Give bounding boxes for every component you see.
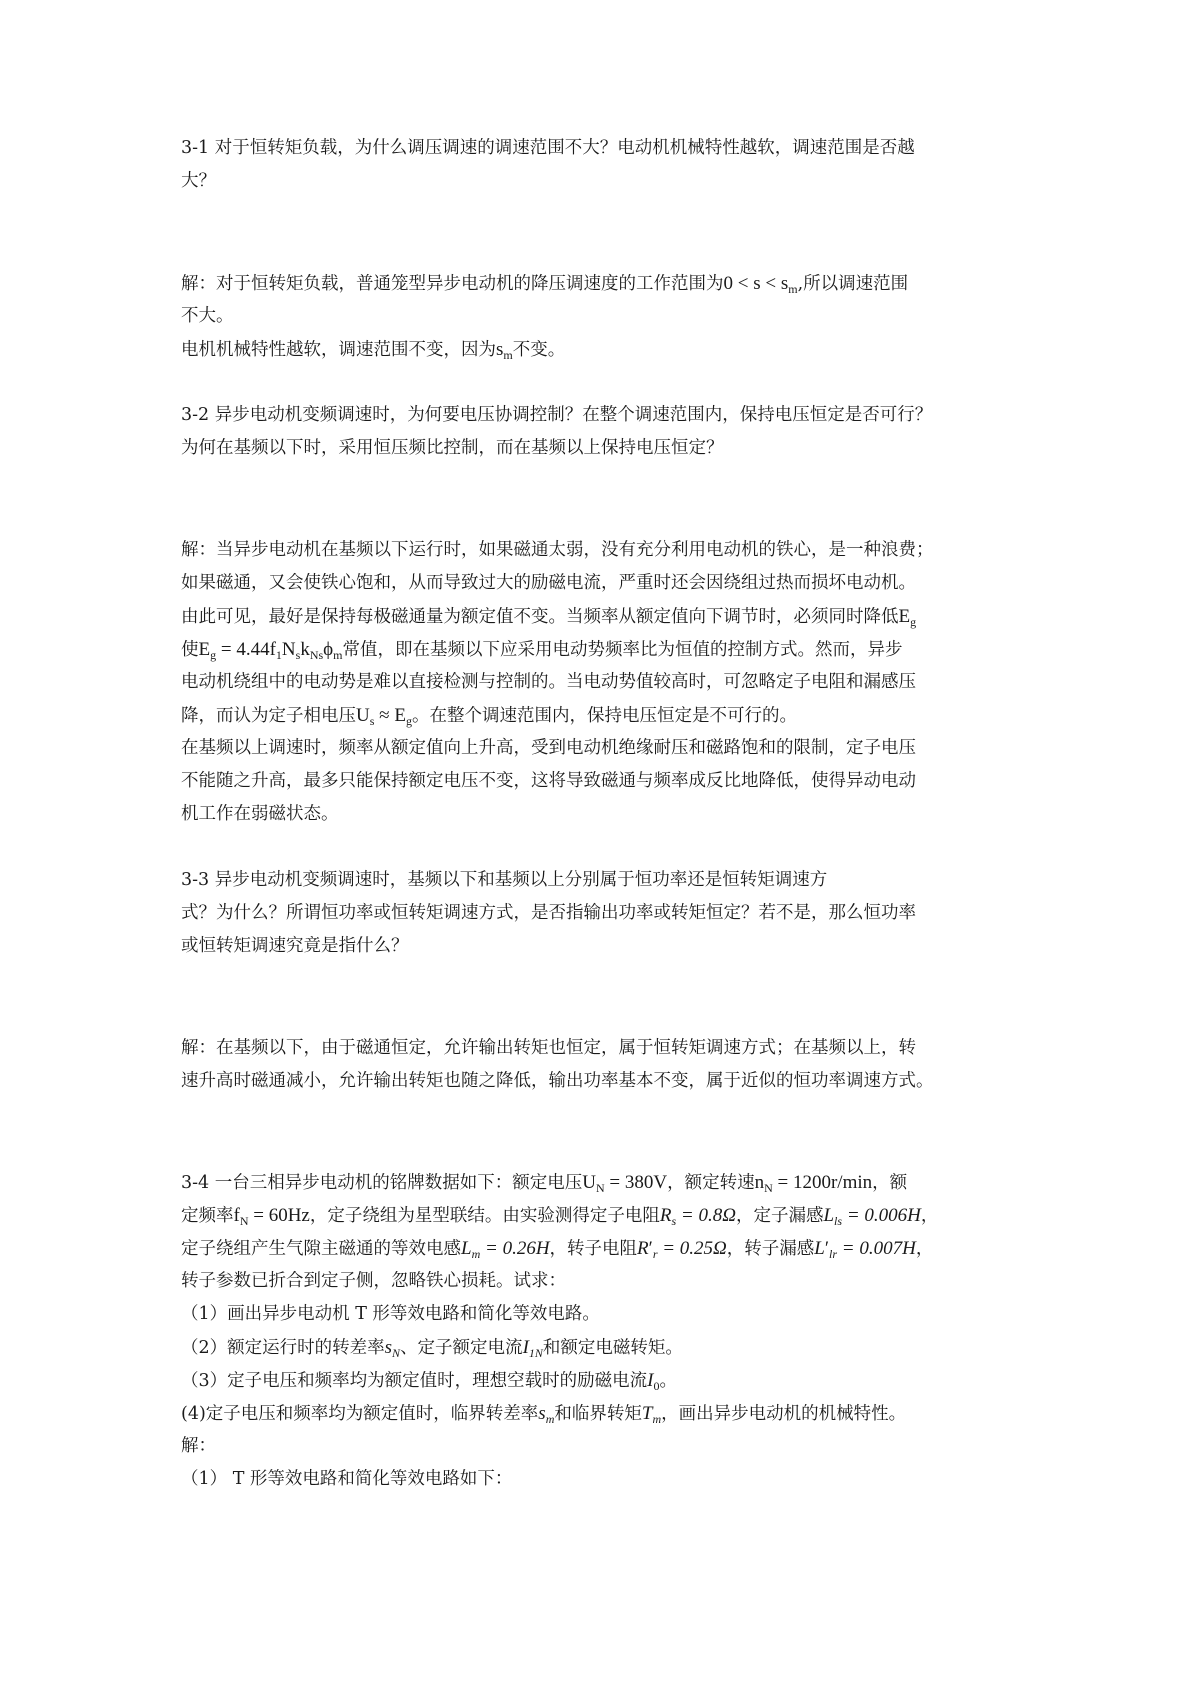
question-3-4-line-4: 转子参数已折合到定子侧，忽略铁心损耗。试求： <box>181 1271 566 1291</box>
answer-3-2-line-7: 在基频以上调速时，频率从额定值向上升高，受到电动机绝缘耐压和磁路饱和的限制，定子电压 <box>181 738 916 758</box>
math-emf-formula: $E_g = 4.44f_1N_sk_{Ns}\phi_m$ <box>198 639 343 662</box>
question-3-4-item-2: （2）额定运行时的转差率$s_N$、定子额定电流$I_{1N}$和额定电磁转矩。 <box>181 1337 683 1360</box>
answer-3-3-line-1: 解：在基频以下，由于磁通恒定，允许输出转矩也恒定，属于恒转矩调速方式；在基频以上，转 <box>181 1038 916 1058</box>
answer-3-1-line-2: 不大。 <box>181 306 234 326</box>
answer-3-2-line-9: 机工作在弱磁状态。 <box>181 804 339 824</box>
question-3-1-line-2: 大？ <box>181 171 216 191</box>
question-3-3-line-1: 3-3 异步电动机变频调速时，基频以下和基频以上分别属于恒功率还是恒转矩调速方 <box>181 870 828 890</box>
question-3-1-line-1: 3-1 对于恒转矩负载，为什么调压调速的调速范围不大？电动机机械特性越软，调速范围是否越 <box>181 138 915 158</box>
question-3-4-item-3: （3）定子电压和频率均为额定值时，理想空载时的励磁电流$I_0$。 <box>181 1370 677 1393</box>
answer-3-1-line-1: 解：对于恒转矩负载，普通笼型异步电动机的降压调速度的工作范围为$0 < s < s_m$,所以调速范围 <box>181 273 909 296</box>
math-sm-range: $0 < s < s_m$ <box>723 273 798 296</box>
answer-3-2-line-3: 由此可见，最好是保持每极磁通量为额定值不变。当频率从额定值向下调节时，必须同时降低$E_g$ <box>181 606 917 629</box>
answer-3-2-line-5: 电动机绕组中的电动势是难以直接检测与控制的。当电动势值较高时，可忽略定子电阻和漏感压 <box>181 672 916 692</box>
answer-3-4-label: 解： <box>181 1436 216 1456</box>
question-3-4-line-3: 定子绕组产生气隙主磁通的等效电感$L_m = 0.26H$，转子电阻$R'_r = 0.25\Omega$，转子漏感$L'_{lr} = 0.007H$， <box>181 1238 934 1261</box>
answer-3-2-line-8: 不能随之升高，最多只能保持额定电压不变，这将导致磁通与频率成反比地降低，使得异动电动 <box>181 771 916 791</box>
question-3-3-line-3: 或恒转矩调速究竟是指什么？ <box>181 936 409 956</box>
question-3-3-line-2: 式？为什么？所谓恒功率或恒转矩调速方式，是否指输出功率或转矩恒定？若不是，那么恒功率 <box>181 903 916 923</box>
question-3-4-item-1: （1）画出异步电动机 T 形等效电路和简化等效电路。 <box>181 1304 600 1324</box>
answer-3-4-line-1: （1） T 形等效电路和简化等效电路如下： <box>181 1469 513 1489</box>
answer-3-2-line-2: 如果磁通，又会使铁心饱和，从而导致过大的励磁电流，严重时还会因绕组过热而损坏电动机。 <box>181 573 916 593</box>
question-3-2-line-1: 3-2 异步电动机变频调速时，为何要电压协调控制？在整个调速范围内，保持电压恒定是否可行？ <box>181 405 933 425</box>
answer-3-2-line-1: 解：当异步电动机在基频以下运行时，如果磁通太弱，没有充分利用电动机的铁心，是一种浪费； <box>181 540 934 560</box>
answer-3-2-line-4: 使$E_g = 4.44f_1N_sk_{Ns}\phi_m$常值，即在基频以下应采用电动势频率比为恒值的控制方式。然而，异步 <box>181 639 903 662</box>
answer-3-2-line-6: 降，而认为定子相电压$U_s \approx E_g$。在整个调速范围内，保持电压恒定是不可行的。 <box>181 705 797 728</box>
question-3-4-line-2: 定频率$f_N = 60Hz$，定子绕组为星型联结。由实验测得定子电阻$R_s = 0.8\Omega$，定子漏感$L_{ls} = 0.006H$， <box>181 1205 939 1228</box>
question-3-4-line-1: 3-4 一台三相异步电动机的铭牌数据如下：额定电压$U_N = 380V$，额定转速$n_N = 1200r/\min$，额 <box>181 1172 908 1195</box>
question-3-2-line-2: 为何在基频以下时，采用恒压频比控制，而在基频以上保持电压恒定？ <box>181 438 724 458</box>
question-3-4-item-4: (4)定子电压和频率均为额定值时，临界转差率$s_m$和临界转矩$T_m$，画出异步电动机的机械特性。 <box>181 1403 907 1426</box>
answer-3-1-line-3: 电机机械特性越软，调速范围不变，因为$s_m$不变。 <box>181 339 566 362</box>
answer-3-3-line-2: 速升高时磁通减小，允许输出转矩也随之降低，输出功率基本不变，属于近似的恒功率调速方式。 <box>181 1071 934 1091</box>
